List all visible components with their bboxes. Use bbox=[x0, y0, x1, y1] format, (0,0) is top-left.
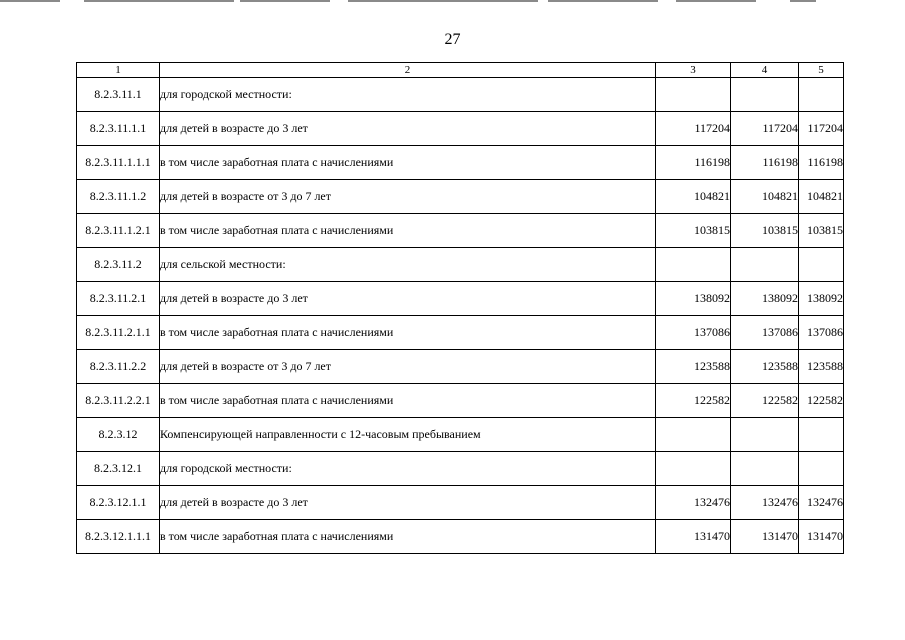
row-description-cell: в том числе заработная плата с начислениями bbox=[160, 146, 656, 180]
row-description-cell: в том числе заработная плата с начислениями bbox=[160, 316, 656, 350]
table-row bbox=[77, 350, 844, 384]
table-row bbox=[77, 520, 844, 554]
row-value-col3-cell: 138092 bbox=[656, 282, 731, 316]
row-value-col3-cell: 104821 bbox=[656, 180, 731, 214]
table-row bbox=[77, 112, 844, 146]
table-row bbox=[77, 486, 844, 520]
row-value-col4-cell: 103815 bbox=[731, 214, 799, 248]
row-code-cell: 8.2.3.11.1.2.1 bbox=[77, 214, 160, 248]
row-value-col4-cell: 138092 bbox=[731, 282, 799, 316]
column-header: 1 bbox=[77, 63, 160, 78]
table-header-row bbox=[77, 63, 844, 78]
column-header: 3 bbox=[656, 63, 731, 78]
row-code-cell: 8.2.3.11.1.1 bbox=[77, 112, 160, 146]
scan-edge-line bbox=[240, 0, 330, 2]
row-value-col3-cell bbox=[656, 78, 731, 112]
table-row bbox=[77, 146, 844, 180]
row-description-cell: для детей в возрасте до 3 лет bbox=[160, 112, 656, 146]
row-code-cell: 8.2.3.12 bbox=[77, 418, 160, 452]
table-row bbox=[77, 316, 844, 350]
row-value-col3-cell: 131470 bbox=[656, 520, 731, 554]
row-description-cell: в том числе заработная плата с начислениями bbox=[160, 384, 656, 418]
row-code-cell: 8.2.3.12.1.1.1 bbox=[77, 520, 160, 554]
row-description-cell: для детей в возрасте от 3 до 7 лет bbox=[160, 180, 656, 214]
row-description-cell: для городской местности: bbox=[160, 78, 656, 112]
scan-edge-line bbox=[84, 0, 234, 2]
row-code-cell: 8.2.3.11.1.1.1 bbox=[77, 146, 160, 180]
row-description-cell: для детей в возрасте до 3 лет bbox=[160, 282, 656, 316]
row-value-col4-cell: 132476 bbox=[731, 486, 799, 520]
row-value-col4-cell bbox=[731, 452, 799, 486]
row-value-col5-cell: 132476 bbox=[799, 486, 844, 520]
column-header: 2 bbox=[160, 63, 656, 78]
row-value-col5-cell: 103815 bbox=[799, 214, 844, 248]
table-body bbox=[77, 78, 844, 554]
row-description-cell: Компенсирующей направленности с 12-часовым пребыванием bbox=[160, 418, 656, 452]
table-row bbox=[77, 452, 844, 486]
row-value-col3-cell bbox=[656, 248, 731, 282]
scan-edge-line bbox=[348, 0, 538, 2]
row-value-col4-cell: 104821 bbox=[731, 180, 799, 214]
row-code-cell: 8.2.3.11.2.2.1 bbox=[77, 384, 160, 418]
row-value-col3-cell: 123588 bbox=[656, 350, 731, 384]
row-value-col4-cell: 122582 bbox=[731, 384, 799, 418]
row-description-cell: для детей в возрасте до 3 лет bbox=[160, 486, 656, 520]
row-value-col5-cell: 137086 bbox=[799, 316, 844, 350]
row-code-cell: 8.2.3.12.1.1 bbox=[77, 486, 160, 520]
row-description-cell: для сельской местности: bbox=[160, 248, 656, 282]
scan-edge-line bbox=[548, 0, 658, 2]
data-table bbox=[76, 62, 844, 554]
table-row bbox=[77, 78, 844, 112]
row-value-col5-cell bbox=[799, 78, 844, 112]
row-value-col4-cell bbox=[731, 248, 799, 282]
table-row bbox=[77, 282, 844, 316]
row-value-col4-cell: 131470 bbox=[731, 520, 799, 554]
scan-edge-line bbox=[676, 0, 756, 2]
table-row bbox=[77, 214, 844, 248]
row-value-col4-cell bbox=[731, 78, 799, 112]
row-code-cell: 8.2.3.11.2.1.1 bbox=[77, 316, 160, 350]
row-value-col3-cell: 137086 bbox=[656, 316, 731, 350]
row-value-col5-cell: 122582 bbox=[799, 384, 844, 418]
scan-edge-line bbox=[790, 0, 816, 2]
row-value-col3-cell: 103815 bbox=[656, 214, 731, 248]
row-value-col5-cell bbox=[799, 452, 844, 486]
row-value-col3-cell bbox=[656, 418, 731, 452]
page-number: 27 bbox=[444, 31, 461, 48]
table-row bbox=[77, 384, 844, 418]
row-code-cell: 8.2.3.11.2.2 bbox=[77, 350, 160, 384]
table-row bbox=[77, 180, 844, 214]
row-code-cell: 8.2.3.11.2.1 bbox=[77, 282, 160, 316]
row-value-col3-cell: 122582 bbox=[656, 384, 731, 418]
row-value-col5-cell: 104821 bbox=[799, 180, 844, 214]
row-value-col4-cell: 117204 bbox=[731, 112, 799, 146]
row-code-cell: 8.2.3.12.1 bbox=[77, 452, 160, 486]
row-value-col4-cell: 123588 bbox=[731, 350, 799, 384]
row-value-col3-cell bbox=[656, 452, 731, 486]
row-code-cell: 8.2.3.11.2 bbox=[77, 248, 160, 282]
row-description-cell: в том числе заработная плата с начислениями bbox=[160, 214, 656, 248]
row-value-col3-cell: 132476 bbox=[656, 486, 731, 520]
row-description-cell: в том числе заработная плата с начислениями bbox=[160, 520, 656, 554]
row-value-col5-cell: 116198 bbox=[799, 146, 844, 180]
column-header: 5 bbox=[799, 63, 844, 78]
row-code-cell: 8.2.3.11.1.2 bbox=[77, 180, 160, 214]
row-value-col5-cell: 138092 bbox=[799, 282, 844, 316]
row-value-col5-cell: 131470 bbox=[799, 520, 844, 554]
column-header: 4 bbox=[731, 63, 799, 78]
row-value-col5-cell: 123588 bbox=[799, 350, 844, 384]
row-value-col4-cell: 116198 bbox=[731, 146, 799, 180]
table-row bbox=[77, 248, 844, 282]
row-value-col4-cell: 137086 bbox=[731, 316, 799, 350]
row-value-col3-cell: 117204 bbox=[656, 112, 731, 146]
row-value-col5-cell bbox=[799, 248, 844, 282]
table-row bbox=[77, 418, 844, 452]
scan-edge-line bbox=[0, 0, 60, 2]
row-description-cell: для детей в возрасте от 3 до 7 лет bbox=[160, 350, 656, 384]
row-description-cell: для городской местности: bbox=[160, 452, 656, 486]
row-value-col5-cell bbox=[799, 418, 844, 452]
row-value-col3-cell: 116198 bbox=[656, 146, 731, 180]
row-code-cell: 8.2.3.11.1 bbox=[77, 78, 160, 112]
row-value-col5-cell: 117204 bbox=[799, 112, 844, 146]
row-value-col4-cell bbox=[731, 418, 799, 452]
